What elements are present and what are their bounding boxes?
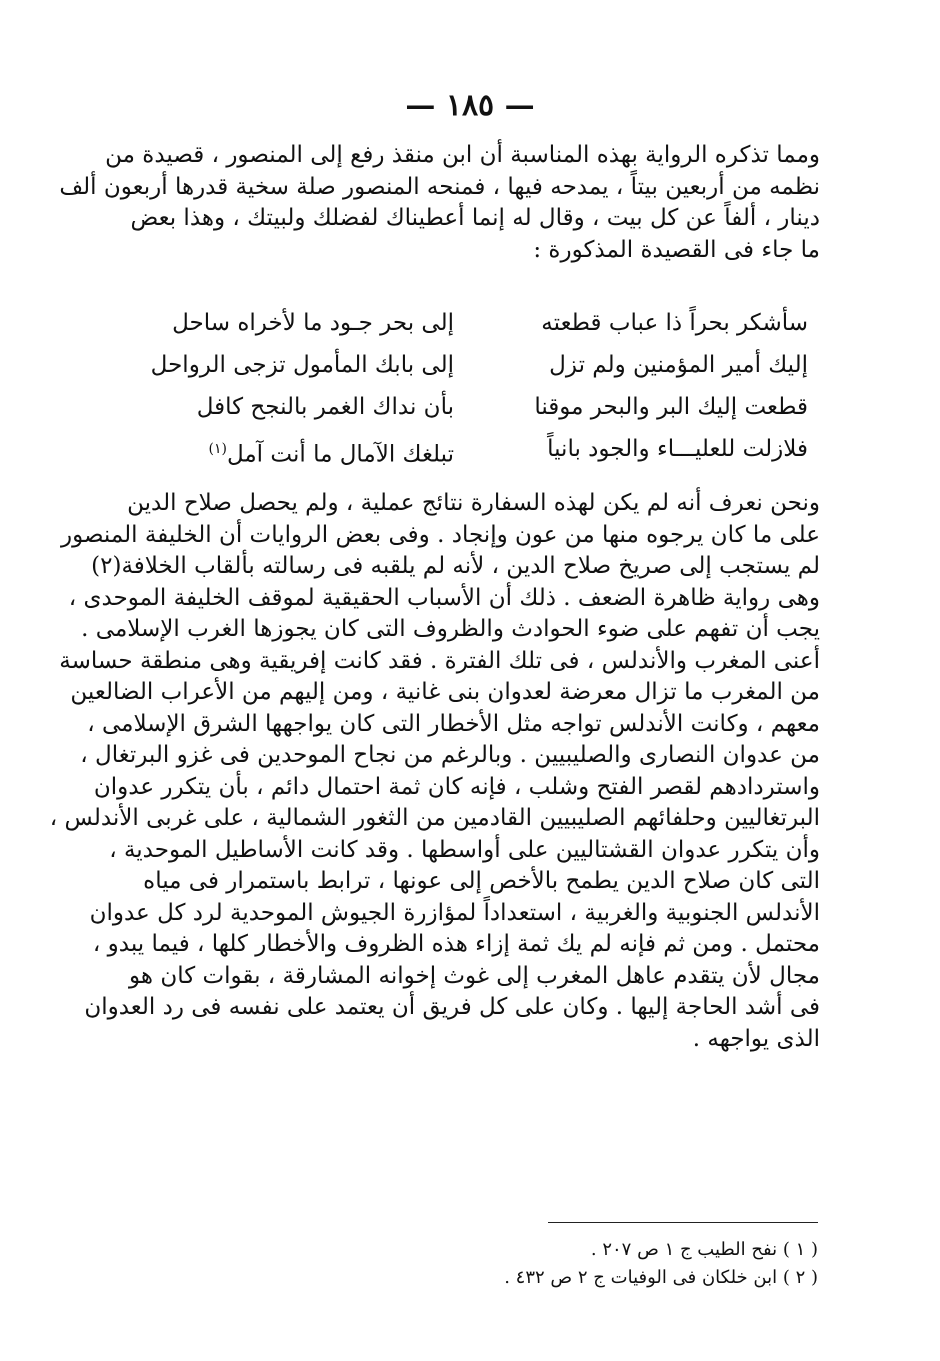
footnote: ( ١ ) نفح الطيب ج ١ ص ٢٠٧ . (590, 1239, 818, 1260)
verse-second-hemistich (124, 428, 454, 470)
text-line: وهى رواية ظاهرة الضعف . ذلك أن الأسباب الحقيقية لموقف الخليفة الموحدى ، (68, 584, 820, 611)
verse-second-hemistich: إلى بابك المأمول تزجى الرواحل (150, 352, 454, 378)
text-line: من المغرب ما تزال معرضة لعدوان بنى غانية ، ومن إليهم من الأعراب الضالعين (70, 679, 820, 705)
verse-first-hemistich: فلازلت للعليـــاء والجود بانياً (547, 436, 808, 462)
verse-second-hemistich: بأن نداك الغمر بالنجح كافل (196, 394, 454, 420)
text-line: فى أشد الحاجة إليها . وكان على كل فريق أن يعتمد على نفسه فى رد العدوان (84, 994, 820, 1020)
footnote: ( ٢ ) ابن خلكان فى الوفيات ج ٢ ص ٤٣٢ . (504, 1267, 818, 1288)
text-line: دينار ، ألفاً عن كل بيت ، وقال له إنما أعطيناك لفضلك ولبيتك ، وهذا بعض (130, 205, 820, 231)
poem-verse (124, 302, 820, 344)
text-line: التى كان صلاح الدين يطمح بالأخص إلى عونها ، ترابط باستمرار فى مياه (143, 868, 820, 894)
text-line: محتمل . ومن ثم فإنه لم يك ثمة إزاء هذه الظروف والأخطار كلها ، فيما يبدو ، (92, 931, 820, 957)
verse-first-hemistich: إليك أمير المؤمنين ولم تزل (549, 352, 808, 378)
page-number: — ١٨٥ — (405, 88, 535, 123)
text-line: واستردادهم لقصر الفتح وشلب ، فإنه كان ثمة احتمال دائم ، بأن يتكرر عدوان (93, 773, 820, 800)
paragraph-intro (59, 140, 820, 266)
text-line: نظمه من أربعين بيتاً ، يمدحه فيها ، فمنحه المنصور صلة سخية قدرها أربعون ألف (59, 173, 820, 200)
text-line: الذى يواجهه . (692, 1025, 820, 1052)
footnote-divider (548, 1222, 818, 1223)
text-line: لم يستجب إلى صريخ صلاح الدين ، لأنه لم يلقبه فى رسالته بألقاب الخلافة(٢) (91, 553, 820, 579)
verse-first-hemistich: سأشكر بحراً ذا عباب قطعته (541, 310, 808, 336)
text-line: معهم ، وكانت الأندلس تواجه مثل الأخطار التى كان يواجهها الشرق الإسلامى ، (87, 710, 820, 737)
poem-verse (124, 344, 820, 386)
text-line: من عدوان النصارى والصليبيين . وبالرغم من نجاح الموحدين فى غزو البرتغال ، (80, 742, 820, 768)
text-line: أعنى المغرب والأندلس ، فى تلك الفترة . فقد كانت إفريقية وهى منطقة حساسة (59, 647, 820, 674)
poem-verse (124, 386, 820, 428)
text-line: البرتغاليين وحلفائهم الصليبيين القادمين من الثغور الشمالية ، على غربى الأندلس ، (49, 805, 820, 831)
verse-second-hemistich: إلى بحر جـود ما لأخراه ساحل (172, 310, 454, 336)
text-line: وأن يتكرر عدوان القشتاليين على أواسطها . وقد كانت الأساطيل الموحدية ، (109, 836, 820, 863)
poem-verse (124, 428, 820, 470)
verse-text: تبلغك الآمال ما أنت آمل (226, 441, 454, 468)
paragraph-analysis (49, 488, 820, 1055)
text-line: على ما كان يرجوه منها من عون وإنجاد . وفى بعض الروايات أن الخليفة المنصور (61, 521, 820, 548)
footnotes (128, 1236, 818, 1292)
text-line: ومما تذكره الرواية بهذه المناسبة أن ابن منقذ رفع إلى المنصور ، قصيدة من (105, 142, 820, 168)
text-line: ونحن نعرف أنه لم يكن لهذه السفارة نتائج عملية ، ولم يحصل صلاح الدين (127, 490, 820, 516)
text-line: يجب أن تفهم على ضوء الحوادث والظروف التى كان يجوزها الغرب الإسلامى . (81, 616, 820, 642)
poem (124, 302, 820, 470)
text-line: ما جاء فى القصيدة المذكورة : (533, 236, 820, 263)
text-line: الأندلس الجنوبية والغربية ، استعداداً لمؤازرة الجيوش الموحدية لرد كل عدوان (89, 899, 820, 926)
footnote-marker: (١) (208, 441, 227, 457)
verse-first-hemistich: قطعت إليك البر والبحر موقنا (534, 394, 808, 420)
text-line: مجال لأن يتقدم عاهل المغرب إلى غوث إخوانه المشارقة ، بقوات كان هو (129, 962, 820, 989)
